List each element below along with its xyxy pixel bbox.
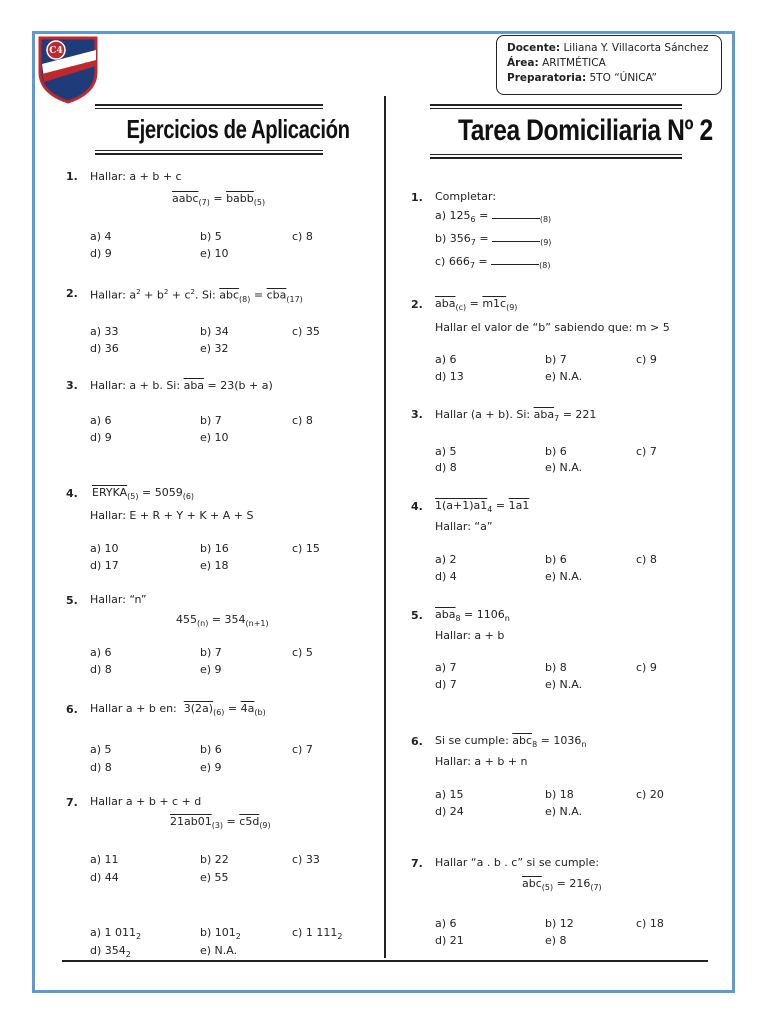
docente-value: Liliana Y. Villacorta Sánchez (563, 42, 709, 54)
option: a) 6 (90, 646, 112, 659)
question-number: 5. (66, 594, 78, 607)
option: c) 8 (636, 553, 657, 566)
option: c) 1 $111_2$ (292, 926, 343, 942)
formula: a) $125_6 = _{(8)}$ (435, 209, 552, 225)
option: b) 8 (545, 661, 567, 674)
question-number: 1. (411, 191, 423, 204)
question-text: Hallar “a . b . c” si se cumple: (435, 856, 600, 869)
right-title-banner (430, 104, 713, 160)
option: e) N.A. (545, 370, 583, 383)
option: d) 9 (90, 431, 112, 444)
option: d) 4 (435, 570, 457, 583)
option: d) 8 (90, 761, 112, 774)
option: a) 6 (435, 917, 457, 930)
question-text: Hallar: a + b + n (435, 755, 528, 768)
option: d) 9 (90, 247, 112, 260)
option: c) 33 (292, 853, 320, 866)
left-title-banner (95, 104, 350, 156)
docente-label: Docente: (507, 42, 561, 54)
question-number: 6. (411, 735, 423, 748)
svg-text:C4: C4 (49, 46, 63, 56)
option: d) 13 (435, 370, 464, 383)
formula: b) $356_7 = _{(9)}$ (435, 232, 552, 248)
option: e) N.A. (545, 570, 583, 583)
prep-label: Preparatoria: (507, 72, 587, 84)
option: b) 34 (200, 325, 229, 338)
question-text: Hallar: a + b + c (90, 170, 182, 183)
school-logo (36, 34, 100, 104)
option: b) 7 (545, 353, 567, 366)
option: a) 5 (90, 743, 112, 756)
option: c) 20 (636, 788, 664, 801)
option: c) 9 (636, 661, 657, 674)
question-text: Hallar: “n” (90, 593, 147, 606)
option: e) 9 (200, 663, 222, 676)
question-number: 6. (66, 703, 78, 716)
question-text: Hallar: “a” (435, 520, 493, 533)
option: b) 12 (545, 917, 574, 930)
option: b) 5 (200, 230, 222, 243)
option: d) 17 (90, 559, 119, 572)
option: a) 4 (90, 230, 112, 243)
option: e) N.A. (200, 944, 238, 957)
option: d) 21 (435, 934, 464, 947)
question-text: Hallar el valor de “b” sabiendo que: m > 5 (435, 321, 670, 334)
question-text: Hallar: E + R + Y + K + A + S (90, 509, 254, 522)
question-number: 1. (66, 170, 78, 183)
option: a) 2 (435, 553, 457, 566)
option: a) 15 (435, 788, 464, 801)
question-text: Hallar a + b en: $3(2a)_{(6)} = 4a_{(b)}$ (90, 702, 266, 718)
option: d) 44 (90, 871, 119, 884)
option: e) 10 (200, 247, 229, 260)
option: a) 11 (90, 853, 119, 866)
formula: $\overline{aba}_{(c)} = m1c_{(9)}$ (435, 297, 518, 313)
question-number: 2. (411, 298, 423, 311)
question-text: Hallar: $a^2 + b^2 + c^2$. Si: $\overline{abc}_{(8)} = \overline{cba}_{(17)}$ (90, 288, 303, 304)
option: a) 7 (435, 661, 457, 674)
question-number: 4. (66, 487, 78, 500)
option: b) 18 (545, 788, 574, 801)
area-value: ARITMÉTICA (542, 57, 606, 69)
option: c) 5 (292, 646, 313, 659)
option: a) 10 (90, 542, 119, 555)
option: c) 8 (292, 414, 313, 427)
option: b) 6 (545, 445, 567, 458)
formula: aabc$_{(7)}$ = babb$_{(5)}$ (172, 192, 266, 208)
option: b) 16 (200, 542, 229, 555)
option: d) 24 (435, 805, 464, 818)
svg-text:Chis Alegría: Chis Alegría (47, 60, 92, 80)
option: a) 1 $011_2$ (90, 926, 142, 942)
teacher-info-box (496, 35, 722, 95)
option: c) 8 (292, 230, 313, 243)
option: c) 15 (292, 542, 320, 555)
option: a) 5 (435, 445, 457, 458)
option: a) 33 (90, 325, 119, 338)
question-text: Hallar: a + b (435, 629, 505, 642)
option: b) 6 (545, 553, 567, 566)
option: b) 22 (200, 853, 229, 866)
question-text: Hallar (a + b). Si: $\overline{aba}_7 = 221$ (435, 408, 597, 424)
prep-value: 5TO “ÚNICA” (589, 72, 657, 84)
option: e) 8 (545, 934, 567, 947)
option: e) 18 (200, 559, 229, 572)
option: c) 7 (292, 743, 313, 756)
question-text: Hallar: a + b. Si: $\overline{aba} = 23(b + a)$ (90, 379, 273, 392)
question-text: Completar: (435, 190, 497, 203)
option: c) 18 (636, 917, 664, 930)
question-number: 3. (66, 379, 78, 392)
option: e) N.A. (545, 805, 583, 818)
formula: $21ab01_{(3)} = c5d_{(9)}$ (170, 815, 271, 831)
formula: $ERYKA_{(5)} = 5059_{(6)}$ (92, 486, 195, 502)
option: e) 10 (200, 431, 229, 444)
option: d) 36 (90, 342, 119, 355)
question-number: 5. (411, 609, 423, 622)
formula: $455_{(n)} = 354_{(n+1)}$ (176, 613, 269, 629)
formula: c) $666_7 = _{(8)}$ (435, 255, 551, 271)
bottom-rule (62, 960, 708, 962)
formula: $\overline{abc}_{(5)} = 216_{(7)}$ (522, 877, 602, 893)
question-text: Si se cumple: $\overline{abc}_8 = 1036_n$ (435, 734, 587, 750)
option: d) 7 (435, 678, 457, 691)
option: b) $101_2$ (200, 926, 241, 942)
question-number: 7. (411, 857, 423, 870)
question-number: 7. (66, 796, 78, 809)
area-label: Área: (507, 57, 539, 69)
question-number: 3. (411, 408, 423, 421)
option: d) $354_2$ (90, 944, 131, 960)
question-text: Hallar a + b + c + d (90, 795, 202, 808)
option: b) 7 (200, 646, 222, 659)
option: e) N.A. (545, 678, 583, 691)
option: c) 9 (636, 353, 657, 366)
option: d) 8 (90, 663, 112, 676)
option: a) 6 (90, 414, 112, 427)
option: c) 35 (292, 325, 320, 338)
option: e) 32 (200, 342, 229, 355)
option: b) 6 (200, 743, 222, 756)
formula: $1(a+1)a1_4 = 1a1$ (435, 499, 530, 515)
option: d) 8 (435, 461, 457, 474)
option: e) N.A. (545, 461, 583, 474)
question-number: 2. (66, 287, 78, 300)
left-title: Ejercicios de Aplicación (126, 114, 350, 144)
option: b) 7 (200, 414, 222, 427)
right-title: Tarea Domiciliaria Nº 2 (457, 114, 713, 147)
question-number: 4. (411, 500, 423, 513)
column-divider (384, 96, 386, 958)
option: e) 9 (200, 761, 222, 774)
option: e) 55 (200, 871, 229, 884)
formula: $\overline{aba}_8 = 1106_n$ (435, 608, 510, 624)
option: a) 6 (435, 353, 457, 366)
option: c) 7 (636, 445, 657, 458)
